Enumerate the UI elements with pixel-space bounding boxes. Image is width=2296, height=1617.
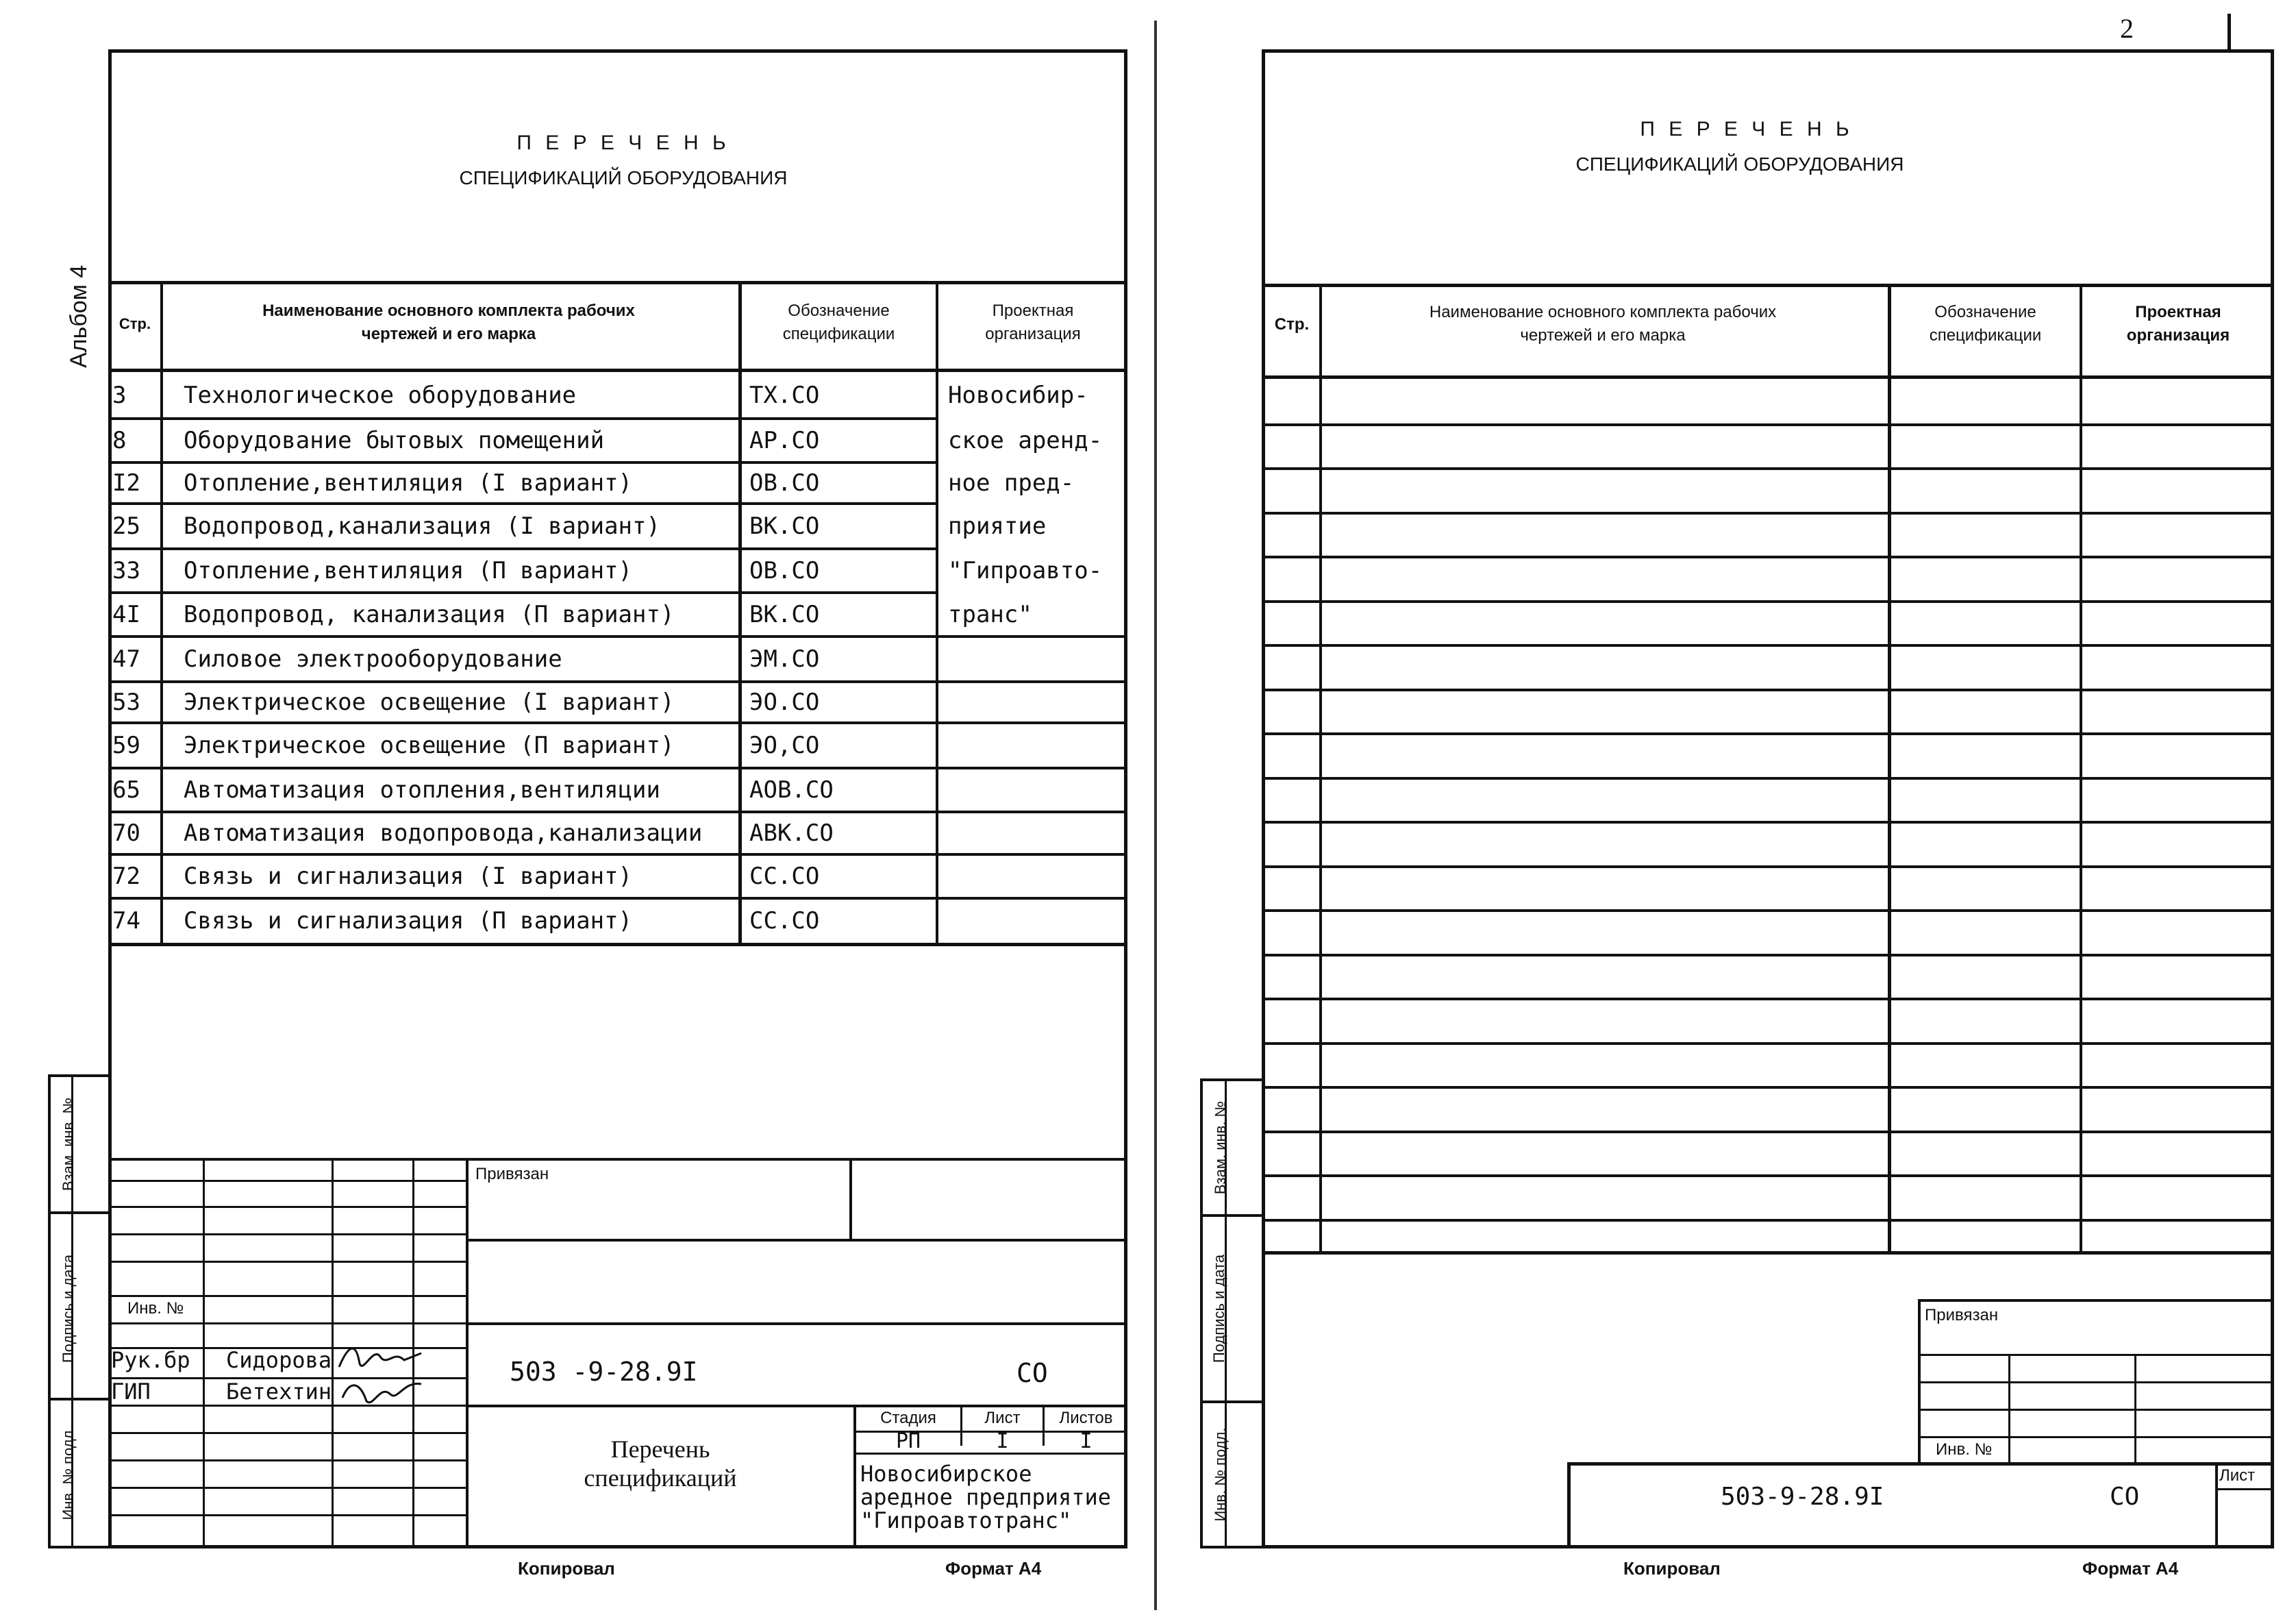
left-row-divider — [108, 547, 938, 550]
left-stamp-docmark: СО — [1016, 1358, 1048, 1388]
left-row-name: Автоматизация водопровода,канализации — [184, 819, 703, 847]
left-col-code-1: Обозначение — [788, 301, 890, 320]
right-row-divider — [1262, 1131, 2274, 1133]
fold-line — [1154, 21, 1157, 1610]
left-stamp-title1: Перечень — [610, 1435, 710, 1463]
left-row-divider — [108, 721, 1127, 724]
left-row-page: 25 — [112, 513, 140, 540]
left-row-page: 74 — [112, 906, 140, 935]
left-row-page: 59 — [112, 732, 140, 759]
left-row-name: Электрическое освещение (П вариант) — [184, 732, 675, 759]
left-row-code: ОВ.СО — [749, 557, 820, 584]
left-row-code: СС.СО — [749, 863, 820, 890]
left-stamp-org1: Новосибирское — [860, 1461, 1032, 1487]
left-row-page: I2 — [112, 469, 140, 497]
page-number: 2 — [2120, 13, 2134, 44]
left-signature-2 — [339, 1370, 428, 1411]
left-stamp-title2: спецификаций — [584, 1464, 737, 1492]
left-col-name-2: чертежей и его марка — [361, 325, 536, 343]
left-footer-copied: Копировал — [518, 1558, 615, 1579]
left-col-page: Стр. — [118, 315, 151, 332]
right-heading-line1: П Е Р Е Ч Е Н Ь — [1640, 118, 1854, 140]
right-col-code-2: спецификации — [1929, 326, 2042, 345]
right-row-divider — [1262, 689, 2274, 691]
left-row-name: Оборудование бытовых помещений — [184, 427, 605, 454]
left-row-page: 33 — [112, 557, 140, 584]
left-row-page: 47 — [112, 645, 140, 673]
left-row-org: ское аренд- — [948, 427, 1103, 454]
left-row-code: ВК.СО — [749, 601, 820, 628]
left-row-org: "Гипроавто- — [948, 557, 1103, 584]
left-row-name: Отопление,вентиляция (П вариант) — [184, 557, 633, 584]
left-row-name: Силовое электрооборудование — [184, 645, 562, 673]
left-row-name: Водопровод, канализация (П вариант) — [184, 601, 675, 628]
left-row-code: ОВ.СО — [749, 469, 820, 497]
right-stamp-doccode: 503-9-28.9I — [1721, 1483, 1884, 1511]
right-stamp-docmark: СО — [2110, 1483, 2140, 1511]
left-row-code: АВК.СО — [749, 819, 834, 847]
left-row-divider — [108, 591, 938, 594]
left-row-page: 4I — [112, 601, 140, 628]
left-stamp-stage-label: Стадия — [880, 1409, 936, 1427]
left-row-code: ЭО.СО — [749, 689, 820, 716]
left-stamp-privyazan: Привязан — [475, 1165, 549, 1183]
right-row-divider — [1262, 1219, 2274, 1222]
right-col-code-1: Обозначение — [1934, 303, 2036, 321]
left-stamp-name1: Сидорова — [226, 1347, 332, 1373]
left-row-org: транс" — [948, 601, 1032, 628]
right-footer-format: Формат А4 — [2082, 1558, 2179, 1579]
right-row-divider — [1262, 998, 2274, 1000]
left-row-org: ное пред- — [948, 469, 1075, 497]
left-row-divider — [108, 680, 1127, 683]
left-side-invpodl: Инв. № подл. — [60, 1426, 77, 1520]
left-side-vzam: Взам. инв. № — [60, 1097, 77, 1192]
right-col-name-1: Наименование основного комплекта рабочих — [1429, 303, 1777, 321]
right-row-divider — [1262, 865, 2274, 868]
left-row-divider — [108, 853, 1127, 856]
left-col-org-1: Проектная — [992, 301, 1074, 320]
right-row-divider — [1262, 644, 2274, 647]
right-side-vzam: Взам. инв. № — [1212, 1100, 1229, 1195]
left-row-code: АР.СО — [749, 427, 820, 454]
right-row-divider — [1262, 777, 2274, 780]
left-col-code-2: спецификации — [782, 325, 895, 343]
right-row-divider — [1262, 512, 2274, 515]
left-row-name: Водопровод,канализация (I вариант) — [184, 513, 660, 540]
left-stamp-org2: аредное предприятие — [860, 1484, 1112, 1510]
left-row-org: Новосибир- — [948, 382, 1088, 409]
left-row-divider — [108, 897, 1127, 900]
right-side-invpodl: Инв. № подл. — [1212, 1427, 1229, 1522]
right-col-org-1: Проектная — [2135, 303, 2221, 321]
left-footer-format: Формат А4 — [945, 1558, 1042, 1579]
left-row-code: ЭО,СО — [749, 732, 820, 759]
left-row-page: 72 — [112, 863, 140, 890]
left-col-org-2: организация — [985, 325, 1081, 343]
right-row-divider — [1262, 732, 2274, 735]
left-row-code: АОВ.СО — [749, 776, 834, 804]
left-row-page: 70 — [112, 819, 140, 847]
left-stamp-sheets-label: Листов — [1059, 1409, 1113, 1427]
left-row-divider — [108, 461, 938, 464]
left-row-code: СС.СО — [749, 906, 820, 935]
left-row-code: ВК.СО — [749, 513, 820, 540]
right-row-divider — [1262, 423, 2274, 426]
right-row-divider — [1262, 1174, 2274, 1177]
right-row-divider — [1262, 909, 2274, 912]
right-col-page: Стр. — [1274, 315, 1310, 334]
right-stamp-sheet-label: Лист — [2219, 1466, 2256, 1485]
left-row-name: Отопление,вентиляция (I вариант) — [184, 469, 633, 497]
left-heading-line1: П Е Р Е Ч Е Н Ь — [516, 132, 730, 154]
right-heading-line2: СПЕЦИФИКАЦИЙ ОБОРУДОВАНИЯ — [1575, 153, 1904, 175]
left-row-divider — [108, 417, 938, 420]
right-stamp-main — [1567, 1462, 2274, 1548]
right-stamp-invno: Инв. № — [1936, 1440, 1993, 1459]
right-row-divider — [1262, 467, 2274, 470]
left-row-code: ЭМ.СО — [749, 645, 820, 673]
right-row-divider — [1262, 600, 2274, 603]
right-row-divider — [1262, 1086, 2274, 1089]
right-stamp-privyazan: Привязан — [1925, 1306, 1999, 1324]
album-label: Альбом 4 — [66, 264, 92, 368]
left-row-page: 53 — [112, 689, 140, 716]
left-row-name: Технологическое оборудование — [184, 382, 577, 409]
left-stamp-org3: "Гипроавтотранс" — [860, 1507, 1072, 1533]
left-stamp-role1: Рук.бр — [111, 1347, 190, 1373]
left-stamp-name2: Бетехтин — [226, 1379, 332, 1405]
left-stamp-stage-value: РП — [895, 1429, 921, 1453]
left-row-name: Связь и сигнализация (П вариант) — [184, 906, 633, 935]
left-row-org: приятие — [948, 513, 1047, 540]
right-col-name-2: чертежей и его марка — [1520, 326, 1686, 345]
right-row-divider — [1262, 954, 2274, 956]
right-col-org-2: организация — [2126, 326, 2230, 345]
left-heading-line2: СПЕЦИФИКАЦИЙ ОБОРУДОВАНИЯ — [459, 167, 788, 188]
left-row-name: Связь и сигнализация (I вариант) — [184, 863, 633, 890]
right-row-divider — [1262, 1042, 2274, 1045]
left-stamp-sheet-label: Лист — [984, 1409, 1021, 1427]
left-row-divider — [108, 635, 1127, 638]
left-row-page: 3 — [112, 382, 127, 409]
left-row-page: 65 — [112, 776, 140, 804]
left-stamp-sheet-value: I — [996, 1429, 1009, 1453]
right-row-divider — [1262, 556, 2274, 558]
right-footer-copied: Копировал — [1623, 1558, 1721, 1579]
left-stamp-sheets-value: I — [1080, 1429, 1093, 1453]
left-stamp-doccode: 503 -9-28.9I — [510, 1357, 698, 1387]
right-row-divider — [1262, 821, 2274, 824]
left-row-page: 8 — [112, 427, 127, 454]
page-number-mark — [2228, 14, 2231, 51]
right-side-podpis: Подпись и дата — [1210, 1254, 1227, 1363]
left-row-divider — [108, 502, 938, 505]
left-col-name-1: Наименование основного комплекта рабочих — [262, 301, 635, 320]
left-row-name: Автоматизация отопления,вентиляции — [184, 776, 660, 804]
left-row-code: ТХ.СО — [749, 382, 820, 409]
left-side-podpis: Подпись и дата — [60, 1254, 77, 1363]
left-stamp-invno: Инв. № — [127, 1299, 184, 1318]
left-stamp-role2: ГИП — [111, 1379, 151, 1405]
left-row-divider — [108, 811, 1127, 813]
left-row-name: Электрическое освещение (I вариант) — [184, 689, 675, 716]
left-row-divider — [108, 767, 1127, 769]
